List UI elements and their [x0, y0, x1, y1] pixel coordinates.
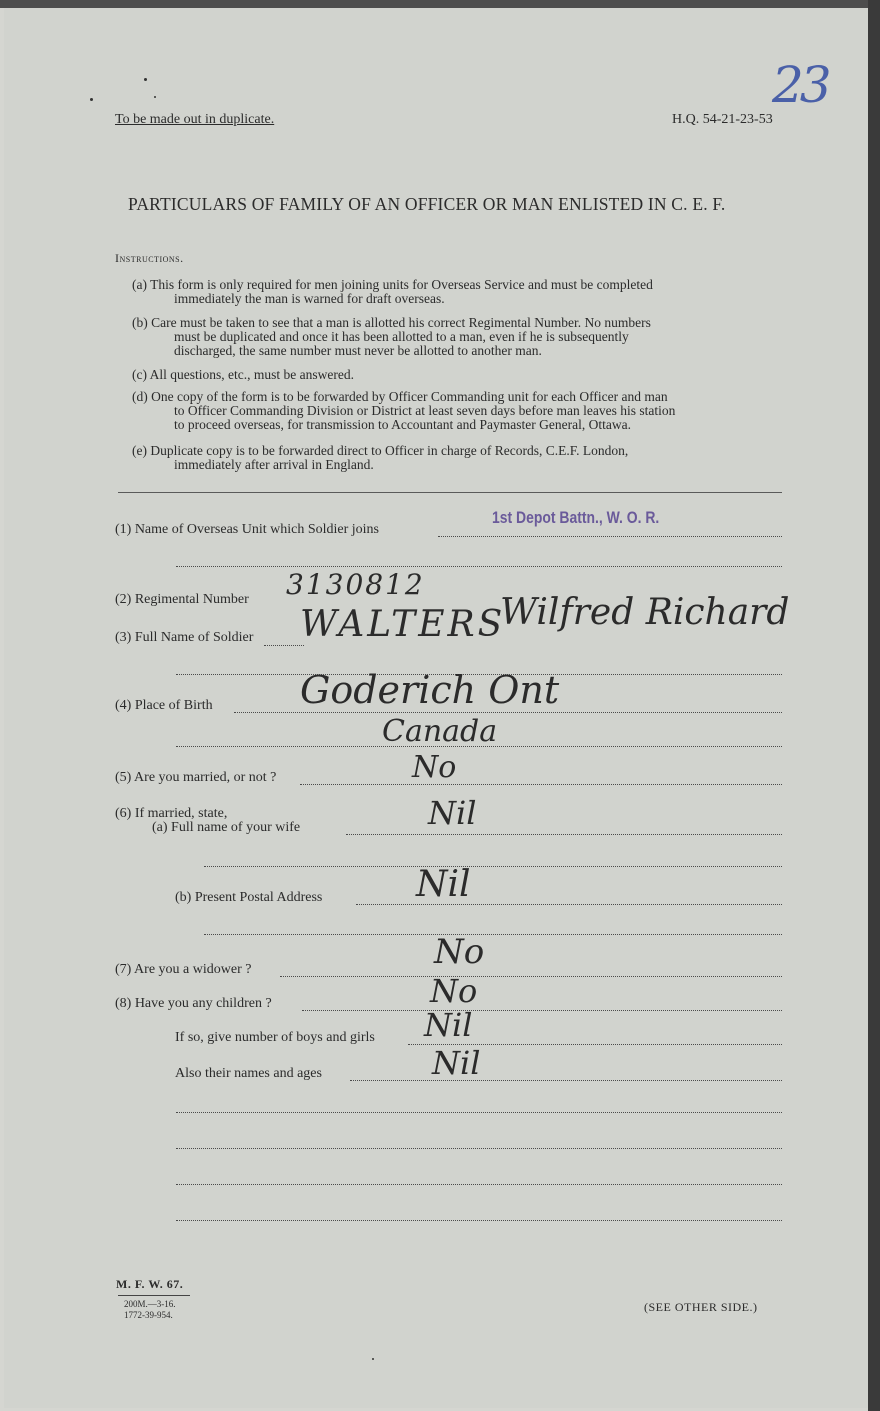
q3-answer-line: [264, 645, 304, 646]
form-page: [4, 8, 868, 1408]
soldier-surname-value: WALTERS: [300, 604, 506, 645]
postal-address-value: Nil: [416, 864, 471, 905]
ink-speck: [90, 98, 93, 101]
q4-answer-line: [234, 712, 782, 713]
print-run: 200M.—3-16.: [124, 1299, 176, 1309]
married-value: No: [412, 750, 457, 785]
q8b-label: Also their names and ages: [175, 1066, 322, 1081]
q6a-extra-line: [204, 866, 782, 867]
q8-label: (8) Have you any children ?: [115, 996, 272, 1011]
boys-girls-value: Nil: [424, 1006, 473, 1044]
regimental-number-value: 3130812: [286, 568, 425, 601]
blank-line: [176, 1184, 782, 1185]
instruction-c: (c) All questions, etc., must be answered.: [132, 367, 354, 382]
q3-label: (3) Full Name of Soldier: [115, 630, 254, 645]
see-other-side: (SEE OTHER SIDE.): [644, 1300, 758, 1314]
q6-label: (6) If married, state,: [115, 806, 228, 821]
q8a-label: If so, give number of boys and girls: [175, 1030, 375, 1045]
q4-label: (4) Place of Birth: [115, 698, 213, 713]
q8b-answer-line: [350, 1080, 782, 1081]
instruction-b: (b) Care must be taken to see that a man is allotted his correct Regimental Number. No numbers must be duplicated and once it has been allotted to a man, even if he is subsequently discharged, the same number must never be allotted to another man.: [132, 315, 651, 358]
q7-answer-line: [280, 976, 782, 977]
unit-stamp: 1st Depot Battn., W. O. R.: [492, 508, 660, 527]
form-code: M. F. W. 67.: [116, 1277, 184, 1291]
wife-name-value: Nil: [428, 794, 477, 832]
file-reference: H.Q. 54-21-23-53: [672, 112, 773, 127]
q1-label: (1) Name of Overseas Unit which Soldier joins: [115, 522, 379, 537]
q6a-answer-line: [346, 834, 782, 835]
footer-rule: [118, 1295, 190, 1296]
q7-label: (7) Are you a widower ?: [115, 962, 252, 977]
scan-frame-top: [0, 0, 880, 8]
print-ref: 1772-39-954.: [124, 1310, 173, 1320]
q5-label: (5) Are you married, or not ?: [115, 770, 277, 785]
instruction-a: (a) This form is only required for men joining units for Overseas Service and must be completed immediately the man is warned for draft overseas.: [132, 277, 653, 306]
q4-extra-line: [176, 746, 782, 747]
children-value: No: [430, 972, 478, 1010]
soldier-given-names-value: Wilfred Richard: [500, 592, 790, 633]
duplicate-note: To be made out in duplicate.: [115, 112, 275, 127]
handwritten-page-number: 23: [772, 56, 828, 114]
q6a-label: (a) Full name of your wife: [152, 820, 301, 835]
blank-line: [176, 1148, 782, 1149]
q6b-label: (b) Present Postal Address: [175, 890, 323, 905]
q1-answer-line: [438, 536, 782, 537]
q6b-extra-line: [204, 934, 782, 935]
scan-frame-right: [868, 0, 880, 1411]
q5-answer-line: [300, 784, 782, 785]
instruction-e: (e) Duplicate copy is to be forwarded direct to Officer in charge of Records, C.E.F. London, immediately after arrival in England.: [132, 443, 629, 472]
place-of-birth-value: Goderich Ont: [300, 668, 560, 712]
q1-extra-line: [176, 566, 782, 567]
instructions-heading: Instructions.: [115, 251, 184, 265]
ink-speck: [372, 1358, 374, 1360]
q8-answer-line: [302, 1010, 782, 1011]
form-title: PARTICULARS OF FAMILY OF AN OFFICER OR MAN ENLISTED IN C. E. F.: [128, 194, 726, 214]
place-of-birth-country-value: Canada: [382, 714, 498, 749]
q2-label: (2) Regimental Number: [115, 592, 249, 607]
children-names-value: Nil: [432, 1044, 481, 1082]
ink-speck: [154, 96, 156, 98]
ink-speck: [144, 78, 147, 81]
blank-line: [176, 1112, 782, 1113]
section-divider: [118, 492, 782, 493]
instruction-d: (d) One copy of the form is to be forwarded by Officer Commanding unit for each Officer and man to Officer Commanding Division or District at least seven days before man leaves his station to proceed overseas, for transmission to Accountant and Paymaster General, Ottawa.: [132, 389, 676, 432]
blank-line: [176, 1220, 782, 1221]
widower-value: No: [434, 932, 485, 972]
